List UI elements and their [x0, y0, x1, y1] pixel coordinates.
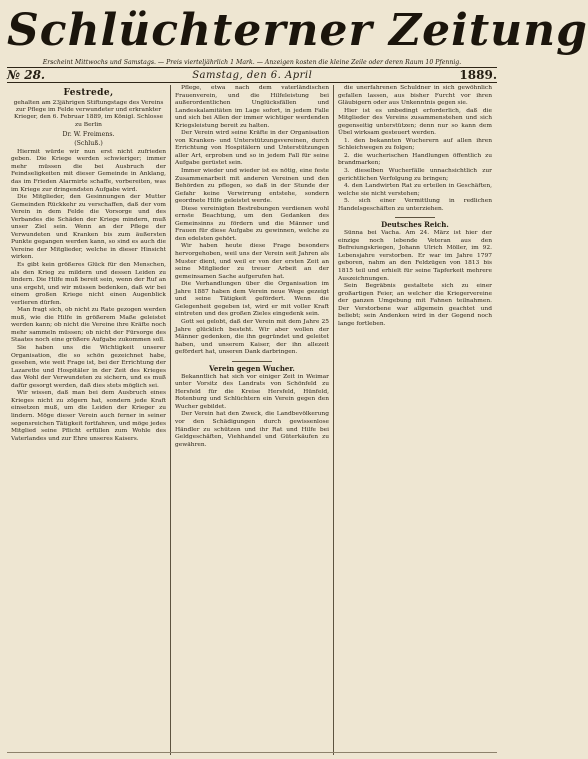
column-1: [7, 85, 170, 755]
paragraph: die unerfahrenen Schuldner in sich gewöhnlich gefallen lassen, aus bisher Furcht vor ihren Gläubigern oder aus Unkenntnis gegen sie.: [338, 85, 492, 107]
issue-date: Samstag, den 6. April: [192, 69, 313, 81]
paragraph: Hier ist es unbedingt erforderlich, daß die Mitglieder des Vereins zusammenstehen und sich gegenseitig unterstützen; denn nur so kann dem Übel wirksam gesteuert werden.: [338, 107, 492, 137]
section-divider: [395, 217, 435, 218]
list-item: 3. dieselben Wucherfälle unnachsichtlich zur gerichtlichen Verfolgung zu bringen;: [338, 168, 492, 182]
list-item: 4. den Landwirten Rat zu erteilen in Geschäften, welche sie nicht verstehen;: [338, 183, 492, 197]
paragraph: Der Verein hat den Zweck, die Landbevölkerung vor den Schädigungen durch gewissenlose Händler zu schützen und ihr Rat und Hilfe bei Geldgeschäften, Viehhandel und Güterkäufen zu gewähren.: [175, 411, 329, 448]
paragraph: Wir haben heute diese Frage besonders hervorgehoben, weil uns der Verein seit Jahren als Muster dient, und weil er von der ersten Zeit an seine Mitglieder zu treuer Arbeit an der gemeinsamen Sache aufgerufen hat.: [175, 243, 329, 280]
paragraph: Pflege, etwa nach dem vaterländischen Frauenverein, und die Hilfeleistung bei außerordentlichen Unglücksfällen und Landeskalamitäten im Lage sofort, in jedem Falle und sich bei Allen der immer wichtiger werdenden Kriegsleistung bereit zu halten.: [175, 85, 329, 129]
column-3: [333, 85, 496, 755]
article-columns: [7, 85, 497, 755]
paragraph: Sie haben uns die Wichtigkeit unserer Organisation, die so schön gezeichnet habe, gesehen, wie weit Frage ist, bei der Errichtung der Lazarette und Hospitäler in der Zeit des Krieges das Wohl der Verwundeten zu sichern, und es muß dafür gesorgt werden, daß dies stets möglich sei.: [11, 345, 166, 389]
paragraph: Wir wissen, daß man bei dem Ausbruch eines Krieges nicht zu zögern hat, sondern jede Kraft einsetzen muß, um die Leiden der Krieger zu lindern. Möge dieser Verein auch ferner in seiner segensreichen Tätigkeit fortfahren, und möge jedes Mitglied seine Pflicht erfüllen zum Wohle des Vaterlandes und zur Ehre unseres Kaisers.: [11, 390, 166, 442]
paragraph: Man fragt sich, ob nicht zu Rate gezogen werden muß, wie die Hilfe in größerem Maße geleistet werden kann; ob nicht die Vereine ihre Kräfte noch mehr sammeln müssen; ob nicht der Fürsorge des Staates noch eine größere Aufgabe zukommen soll.: [11, 307, 166, 344]
paragraph: Es gibt kein größeres Glück für den Menschen, als den Krieg zu mildern und dessen Leiden zu lindern. Die Hilfe muß bereit sein, wenn der Ruf an uns ergeht, und wir müssen bedenken, daß wir bei einem großen Kriege nicht einen Augenblick verlieren dürfen.: [11, 262, 166, 306]
section-heading: Deutsches Reich.: [381, 220, 449, 230]
paragraph: Gott sei gelobt, daß der Verein mit dem Jahre 25 Jahre glücklich besteht. Wir aber wollen der Männer gedenken, die ihn gegründet und geleitet haben, und unserem Kaiser, der ihn allezeit gefördert hat, unseren Dank darbringen.: [175, 318, 329, 356]
section-heading: Verein gegen Wucher.: [209, 363, 295, 373]
article-heading: Festrede,: [63, 88, 114, 98]
article-subhead: gehalten am 23jährigen Stiftungstage des Vereins zur Pflege im Felde verwundeter und erkrankter Krieger, den 6. Februar 1889, im Königl. Schlosse zu Berlin: [13, 100, 164, 128]
paragraph: Sein Begräbnis gestaltete sich zu einer großartigen Feier, an welcher die Kriegervereine der ganzen Umgebung mit Fahnen teilnahmen. Der Verstorbene war allgemein geachtet und beliebt; sein Andenken wird in der Gegend noch lange fortleben.: [338, 283, 492, 327]
list-item: 5. sich einer Vermittlung in redlichen Handelsgeschäften zu unterziehen.: [338, 198, 492, 212]
paragraph: Diese vereinigten Bestrebungen verdienen wohl ernste Beachtung, um den Gedanken des Gemeinsinns zu fördern und die Männer und Frauen für diese Aufgabe zu gewinnen, welche zu den edelsten gehört.: [175, 205, 329, 242]
list-item: 1. den bekannten Wucherern auf allen ihren Schleichwegen zu folgen;: [338, 137, 492, 152]
paragraph: Der Verein wird seine Kräfte in der Organisation von Kranken- und Unterstützungsvereinen, durch Errichtung von Hospitälern und Unterstützungen aller Art, erproben und so in jedem Fall für seine Aufgabe gerüstet sein.: [175, 130, 329, 167]
paragraph: Die Mitglieder, den Gesinnungen der Mutter Gemeinden Rückkehr zu verschaffen, daß der vom Verein in dem Felde die Vorsorge und des Verbandes die Schäden der Kriege mindern, muß unser Ziel sein. Wenn an der Pflege der Verwundeten und Kranken bis zum äußersten Punkte gegangen werden kann, so sind es auch die Vereine der Mitglieder, welche in dieser Hinsicht wirken.: [11, 194, 166, 261]
issue-year: 1889.: [459, 68, 497, 82]
dateline: [7, 68, 497, 83]
paragraph: Sünna bei Vacha. Am 24. März ist hier der einzige noch lebende Veteran aus den Befreiungskriegen, Johann Ulrich Möller, im 92. Lebensjahre verstorben. Er war im Jahre 1797 geboren, nahm an den Feldzügen von 1813 bis 1815 teil und erhielt für seine Tapferkeit mehrere Auszeichnungen.: [338, 230, 492, 282]
paragraph: Hiermit würde wir nun erst nicht zufrieden geben. Die Kriege werden schwieriger; immer mehr müssen die bei Ausbruch der Feindseligkeiten mit dieser Gemeinde in Anklang, das im Frieden Alarmirte schaffe, vorbereiten, was im Kriege zur dringendsten Aufgabe wird.: [11, 148, 166, 193]
article-author: Dr. W. Freimens.: [62, 130, 115, 138]
section-divider: [232, 361, 272, 362]
article-note: (Schluß.): [74, 139, 103, 147]
list-item: 2. die wucherischen Handlungen öffentlich zu brandmarken;: [338, 152, 492, 167]
paragraph: Die Verhandlungen über die Organisation im Jahre 1887 haben dem Verein neue Wege gezeigt und seine Tätigkeit gefördert. Wenn die Gelegenheit gegeben ist, wird er mit voller Kraft eintreten und des großen Zieles eingedenk sein.: [175, 281, 329, 318]
masthead-title: Schlüchterner Zeitung: [7, 5, 588, 56]
paragraph: Bekanntlich hat sich vor einiger Zeit in Weimar unter Vorsitz des Landrats von Schönfeld zu Hersfeld für die Kreise Hersfeld, Hünfeld, Rotenburg und Schlüchtern ein Verein gegen den Wucher gebildet.: [175, 373, 329, 410]
masthead-subtitle: Erscheint Mittwochs und Samstags. — Preis vierteljährlich 1 Mark. — Anzeigen kosten die kleine Zeile oder deren Raum 10 Pfennig.: [7, 58, 497, 68]
page-bottom-rule: [7, 752, 497, 753]
issue-number: № 28.: [7, 68, 46, 82]
column-2: [170, 85, 333, 755]
paragraph: Immer wieder und wieder ist es nötig, eine feste Zusammenarbeit mit anderen Vereinen und den Behörden zu pflegen, so daß in der Stunde der Gefahr keine Verwirrung entstehe, sondern geordnete Hilfe geleistet werde.: [175, 168, 329, 205]
